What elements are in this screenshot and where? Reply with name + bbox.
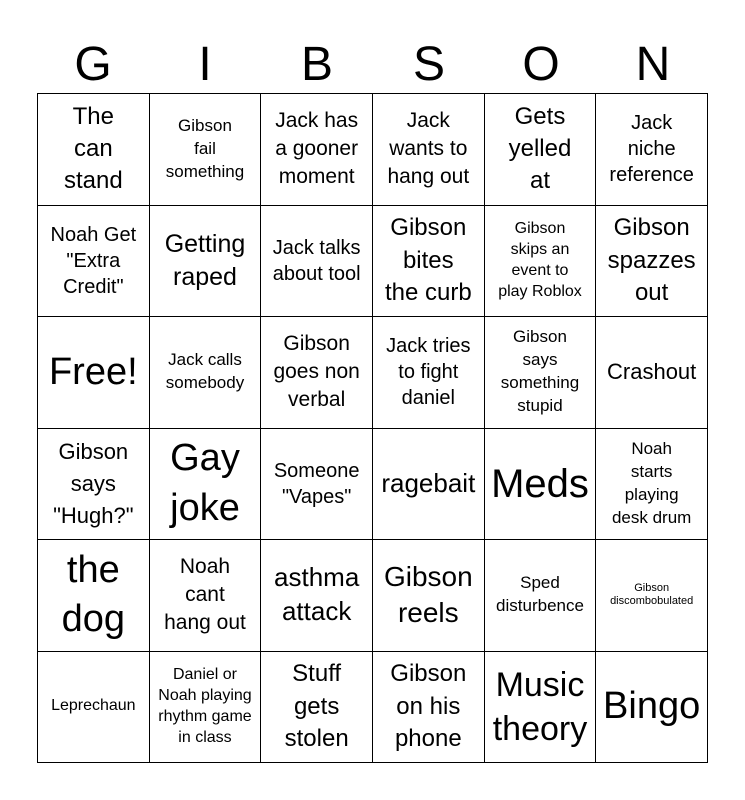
bingo-cell[interactable]: Gibson discombobulated [596,540,708,652]
header-letter-s: S [412,38,445,91]
bingo-cell[interactable]: ragebait [373,429,485,541]
bingo-cell[interactable]: Gets yelled at [485,94,597,206]
bingo-cell[interactable]: Gibson bites the curb [373,206,485,318]
bingo-cell[interactable]: Jack tries to fight daniel [373,317,485,429]
bingo-cell[interactable]: Bingo [596,652,708,764]
header-letter-b: B [300,38,333,91]
bingo-cell[interactable]: Daniel or Noah playing rhythm game in class [150,652,262,764]
bingo-board [37,93,708,763]
bingo-cell[interactable]: Gibson says "Hugh?" [38,429,150,541]
bingo-cell[interactable]: Jack wants to hang out [373,94,485,206]
bingo-cell[interactable]: Sped disturbence [485,540,597,652]
header-letter-i: I [198,38,212,91]
bingo-cell[interactable]: Meds [485,429,597,541]
bingo-cell[interactable]: Jack calls somebody [150,317,262,429]
bingo-cell[interactable]: Gibson says something stupid [485,317,597,429]
bingo-cell[interactable]: Getting raped [150,206,262,318]
bingo-cell[interactable]: Leprechaun [38,652,150,764]
bingo-header [37,36,709,94]
bingo-cell[interactable]: Gibson reels [373,540,485,652]
bingo-cell[interactable]: Music theory [485,652,597,764]
bingo-cell[interactable]: the dog [38,540,150,652]
header-letter-n: N [635,38,671,91]
bingo-cell[interactable]: Someone "Vapes" [261,429,373,541]
bingo-cell[interactable]: Jack niche reference [596,94,708,206]
bingo-cell[interactable]: Gibson spazzes out [596,206,708,318]
free-space[interactable]: Free! [38,317,150,429]
bingo-cell[interactable]: Gay joke [150,429,262,541]
bingo-cell[interactable]: asthma attack [261,540,373,652]
bingo-cell[interactable]: Noah Get "Extra Credit" [38,206,150,318]
bingo-cell[interactable]: Gibson on his phone [373,652,485,764]
header-letter-g: G [74,38,112,91]
bingo-cell[interactable]: Gibson goes non verbal [261,317,373,429]
bingo-cell[interactable]: Noah starts playing desk drum [596,429,708,541]
bingo-cell[interactable]: Noah cant hang out [150,540,262,652]
header-letter-o: O [522,38,560,91]
bingo-cell[interactable]: Gibson skips an event to play Roblox [485,206,597,318]
bingo-cell[interactable]: Crashout [596,317,708,429]
bingo-cell[interactable]: The can stand [38,94,150,206]
bingo-cell[interactable]: Gibson fail something [150,94,262,206]
bingo-cell[interactable]: Jack talks about tool [261,206,373,318]
bingo-cell[interactable]: Jack has a gooner moment [261,94,373,206]
bingo-cell[interactable]: Stuff gets stolen [261,652,373,764]
